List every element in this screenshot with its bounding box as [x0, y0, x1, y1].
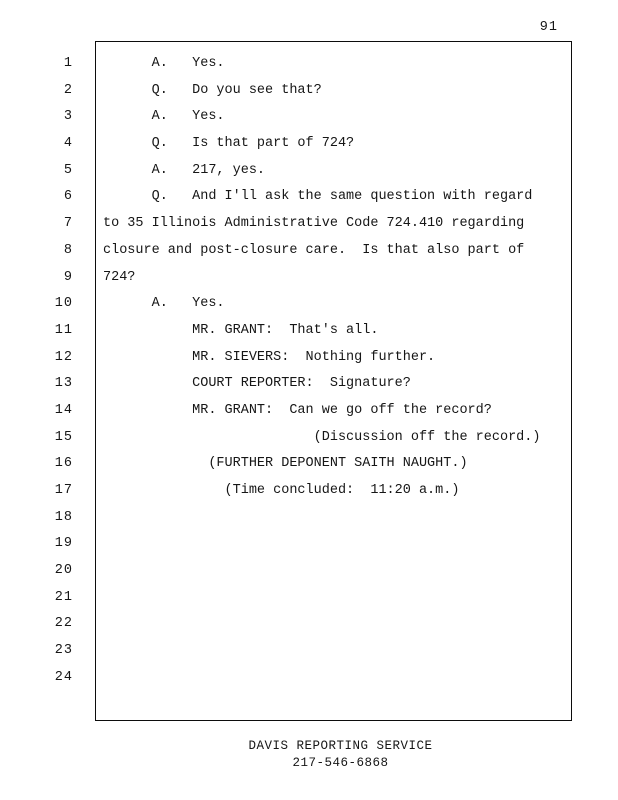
line-number: 15	[54, 429, 73, 445]
line-number: 13	[54, 376, 73, 392]
transcript-line	[0, 131, 618, 158]
line-text: Q. And I'll ask the same question with regard	[103, 189, 533, 205]
transcript-line	[0, 78, 618, 105]
line-number: 14	[54, 402, 73, 418]
line-number: 7	[63, 216, 73, 232]
transcript-line	[0, 345, 618, 372]
line-text: Q. Do you see that?	[103, 82, 322, 98]
transcript-line	[0, 451, 618, 478]
line-text: (FURTHER DEPONENT SAITH NAUGHT.)	[103, 456, 468, 472]
transcript-line	[0, 398, 618, 425]
transcript-line	[0, 238, 618, 265]
transcript-line	[0, 558, 618, 585]
transcript-line	[0, 104, 618, 131]
transcript-line	[0, 51, 618, 78]
line-text: MR. GRANT: Can we go off the record?	[103, 402, 492, 418]
line-text: (Discussion off the record.)	[103, 429, 541, 445]
line-text: A. Yes.	[103, 109, 225, 125]
line-text: MR. GRANT: That's all.	[103, 322, 379, 338]
line-number: 1	[63, 56, 73, 71]
line-number: 16	[54, 456, 73, 472]
line-text: A. Yes.	[103, 296, 225, 312]
line-number: 22	[54, 616, 73, 632]
line-text: Q. Is that part of 724?	[103, 136, 355, 152]
transcript-line	[0, 585, 618, 612]
line-text: (Time concluded: 11:20 a.m.)	[103, 483, 460, 498]
page-number: 91	[539, 20, 558, 35]
transcript-line	[0, 505, 618, 532]
line-number: 23	[54, 643, 73, 659]
transcript-line	[0, 265, 618, 292]
transcript-line	[0, 665, 618, 692]
transcript-line	[0, 478, 618, 505]
line-text: COURT REPORTER: Signature?	[103, 376, 411, 392]
line-number: 8	[63, 242, 73, 258]
line-text: to 35 Illinois Administrative Code 724.410 regarding	[103, 216, 525, 232]
line-number: 17	[54, 483, 73, 498]
reporting-service-footer	[102, 738, 579, 772]
line-number: 6	[63, 189, 73, 205]
line-number: 11	[54, 322, 73, 338]
line-text: 724?	[103, 269, 136, 285]
line-text: A. 217, yes.	[103, 162, 266, 178]
line-number: 5	[63, 162, 73, 178]
transcript-line	[0, 531, 618, 558]
transcript-lines	[0, 51, 618, 692]
transcript-line	[0, 638, 618, 665]
line-number: 18	[54, 509, 73, 525]
transcript-line	[0, 425, 618, 452]
line-number: 9	[63, 269, 73, 285]
line-number: 19	[54, 536, 73, 552]
line-number: 21	[54, 589, 73, 605]
line-number: 3	[63, 109, 73, 125]
line-number: 10	[54, 296, 73, 312]
reporting-service-name: DAVIS REPORTING SERVICE	[248, 739, 433, 753]
transcript-line	[0, 158, 618, 185]
line-number: 20	[54, 563, 73, 579]
line-text: closure and post-closure care. Is that also part of	[103, 242, 525, 258]
transcript-line	[0, 611, 618, 638]
transcript-line	[0, 371, 618, 398]
transcript-line	[0, 318, 618, 345]
transcript-line	[0, 211, 618, 238]
reporting-service-phone: 217-546-6868	[292, 756, 389, 770]
line-text: MR. SIEVERS: Nothing further.	[103, 349, 436, 365]
line-text: A. Yes.	[103, 56, 225, 71]
line-number: 24	[54, 669, 73, 685]
transcript-line	[0, 291, 618, 318]
line-number: 2	[63, 82, 73, 98]
transcript-line	[0, 184, 618, 211]
line-number: 4	[63, 136, 73, 152]
line-number: 12	[54, 349, 73, 365]
